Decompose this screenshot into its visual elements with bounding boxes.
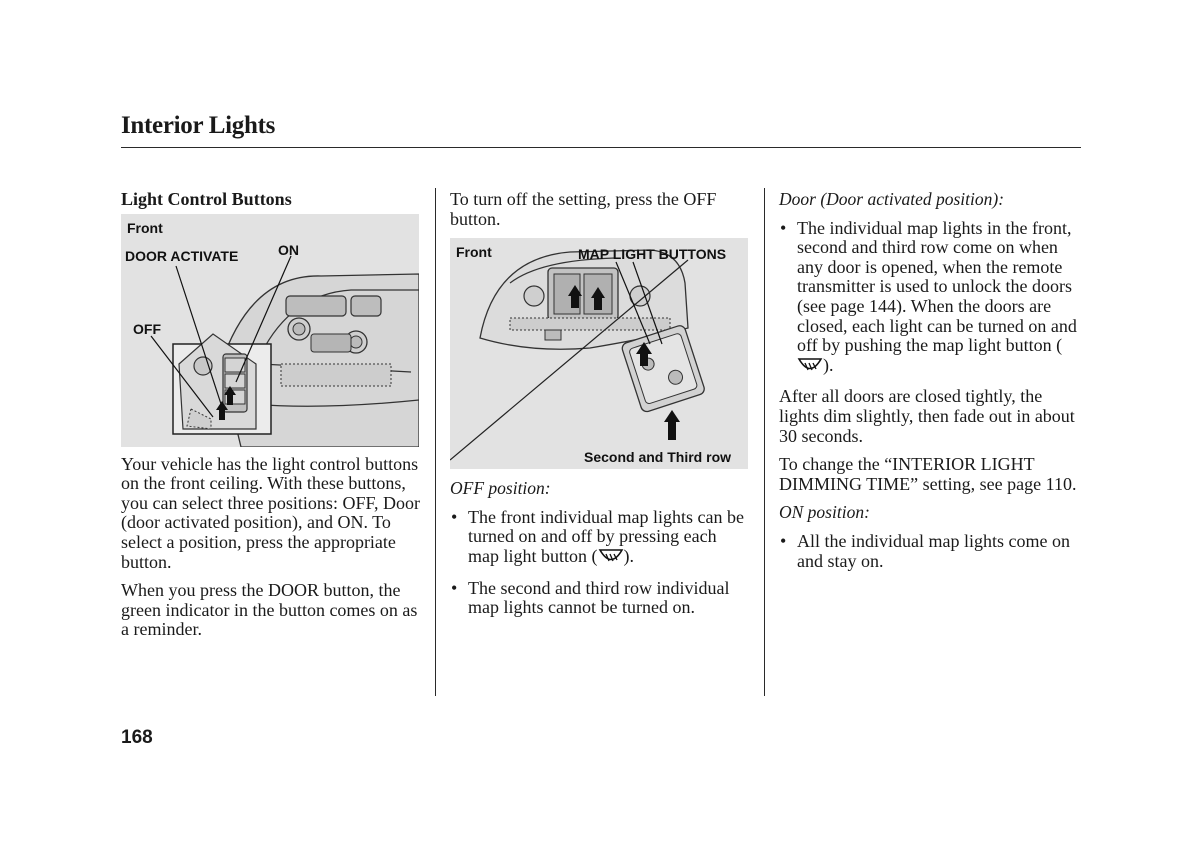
bullet-dot: • (451, 506, 458, 527)
bullet-text-end: ). (823, 354, 834, 375)
front-ceiling-buttons-figure (121, 214, 419, 447)
on-position-heading: ON position: (779, 502, 870, 523)
map-light-illustration (450, 238, 748, 469)
figure-label-on: ON (278, 241, 299, 258)
map-light-icon (598, 547, 624, 570)
bullet-text: The second and third row individual map lights cannot be turned on. (468, 577, 730, 618)
figure-label-map-light-buttons: MAP LIGHT BUTTONS (578, 246, 727, 263)
off-bullet-front-lights (450, 508, 752, 570)
turn-off-paragraph: To turn off the setting, press the OFF button. (450, 189, 717, 229)
bullet-text: The front individual map lights can be turned on and off by pressing each map light button ( (468, 506, 744, 566)
page-number: 168 (121, 727, 153, 748)
page-title: Interior Lights (121, 112, 276, 139)
bullet-dot: • (451, 577, 458, 598)
bullet-text: The individual map lights in the front, second and third row come on when any door is opened, when the remote transmitter is used to unlock the doors (see page 144). When the doors are closed, each light can be turned on and off by pushing the map light button ( (797, 217, 1077, 356)
figure-label-front: Front (127, 219, 163, 236)
map-light-icon (797, 356, 823, 379)
column-divider-2 (764, 188, 765, 696)
bullet-text: All the individual map lights come on and stay on. (797, 530, 1070, 571)
column-3 (779, 190, 1081, 580)
figure-label-second-third-row: Second and Third row (584, 449, 732, 466)
figure-label-door-activate: DOOR ACTIVATE (125, 247, 239, 264)
bullet-dot: • (780, 217, 787, 238)
column-2 (450, 190, 752, 627)
column-1 (121, 190, 421, 649)
dimming-time-paragraph: To change the “INTERIOR LIGHT DIMMING TIME” setting, see page 110. (779, 454, 1077, 494)
door-bullet (779, 219, 1081, 379)
bullet-dot: • (780, 530, 787, 551)
bullet-text-end: ). (623, 545, 634, 566)
column-divider-1 (435, 188, 436, 696)
off-bullet-rear-lights (450, 579, 752, 618)
section-heading: Light Control Buttons (121, 189, 292, 209)
dim-paragraph: After all doors are closed tightly, the lights dim slightly, then fade out in about 30 seconds. (779, 386, 1075, 446)
on-bullet (779, 532, 1081, 571)
light-control-paragraph: Your vehicle has the light control buttons on the front ceiling. With these buttons, you can select three positions: OFF, Door (door activated position), and ON. To select a position, press the appropriate button. (121, 453, 421, 572)
map-light-buttons-figure (450, 238, 748, 469)
figure-label-off: OFF (133, 320, 161, 337)
off-position-heading: OFF position: (450, 478, 551, 499)
title-divider (121, 147, 1081, 148)
figure-label-front: Front (456, 244, 492, 261)
door-position-heading: Door (Door activated position): (779, 189, 1005, 209)
door-button-paragraph: When you press the DOOR button, the green indicator in the button comes on as a reminder. (121, 580, 418, 640)
